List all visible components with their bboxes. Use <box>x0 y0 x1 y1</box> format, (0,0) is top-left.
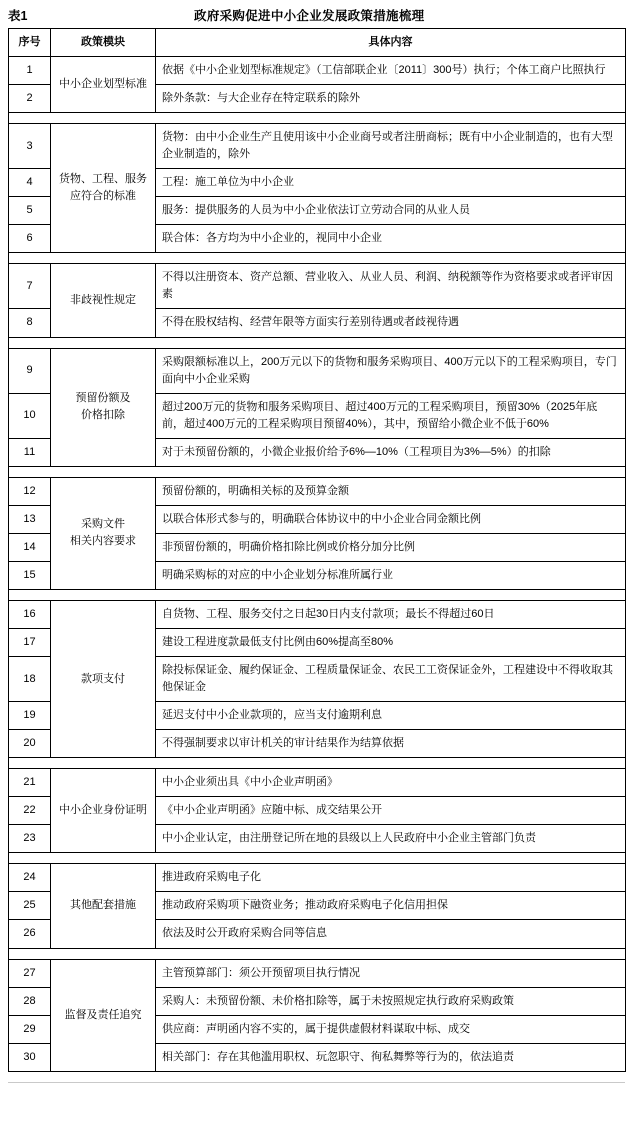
row-number: 10 <box>9 393 51 438</box>
group-separator <box>9 253 626 264</box>
row-number: 13 <box>9 505 51 533</box>
table-row <box>9 348 626 393</box>
group-separator <box>9 113 626 124</box>
group-separator-cell <box>9 466 626 477</box>
policy-detail: 采购限额标准以上，200万元以下的货物和服务采购项目、400万元以下的工程采购项目，专门面向中小企业采购 <box>156 348 626 393</box>
group-separator-cell <box>9 758 626 769</box>
table-body <box>9 57 626 1072</box>
table-row <box>9 769 626 797</box>
row-number: 9 <box>9 348 51 393</box>
policy-detail: 延迟支付中小企业款项的，应当支付逾期利息 <box>156 702 626 730</box>
policy-detail: 中小企业须出具《中小企业声明函》 <box>156 769 626 797</box>
column-header-module: 政策模块 <box>51 29 156 57</box>
row-number: 27 <box>9 959 51 987</box>
policy-detail: 不得以注册资本、资产总额、营业收入、从业人员、利润、纳税额等作为资格要求或者评审因素 <box>156 264 626 309</box>
row-number: 15 <box>9 561 51 589</box>
table-row <box>9 264 626 309</box>
policy-detail: 明确采购标的对应的中小企业划分标准所属行业 <box>156 561 626 589</box>
policy-detail: 建设工程进度款最低支付比例由60%提高至80% <box>156 628 626 656</box>
row-number: 1 <box>9 57 51 85</box>
policy-detail: 预留份额的，明确相关标的及预算金额 <box>156 477 626 505</box>
policy-detail: 服务：提供服务的人员为中小企业依法订立劳动合同的从业人员 <box>156 197 626 225</box>
row-number: 20 <box>9 730 51 758</box>
policy-detail: 自货物、工程、服务交付之日起30日内支付款项；最长不得超过60日 <box>156 600 626 628</box>
policy-module: 监督及责任追究 <box>51 959 156 1071</box>
group-separator <box>9 948 626 959</box>
group-separator <box>9 589 626 600</box>
policy-detail: 不得在股权结构、经营年限等方面实行差别待遇或者歧视待遇 <box>156 309 626 337</box>
policy-detail: 依据《中小企业划型标准规定》（工信部联企业〔2011〕300号）执行；个体工商户比照执行 <box>156 57 626 85</box>
table-row <box>9 124 626 169</box>
group-separator-cell <box>9 253 626 264</box>
policy-detail: 相关部门：存在其他滥用职权、玩忽职守、徇私舞弊等行为的，依法追责 <box>156 1043 626 1071</box>
group-separator-cell <box>9 948 626 959</box>
row-number: 25 <box>9 892 51 920</box>
table-row <box>9 477 626 505</box>
policy-module: 货物、工程、服务 应符合的标准 <box>51 124 156 253</box>
policy-detail: 供应商：声明函内容不实的，属于提供虚假材料谋取中标、成交 <box>156 1015 626 1043</box>
table-row <box>9 959 626 987</box>
policy-module: 中小企业身份证明 <box>51 769 156 853</box>
row-number: 4 <box>9 169 51 197</box>
group-separator-cell <box>9 589 626 600</box>
group-separator <box>9 337 626 348</box>
row-number: 23 <box>9 825 51 853</box>
row-number: 3 <box>9 124 51 169</box>
table-row <box>9 600 626 628</box>
group-separator-cell <box>9 337 626 348</box>
row-number: 19 <box>9 702 51 730</box>
group-separator <box>9 758 626 769</box>
policy-module: 其他配套措施 <box>51 864 156 948</box>
policy-detail: 以联合体形式参与的，明确联合体协议中的中小企业合同金额比例 <box>156 505 626 533</box>
document-header <box>0 0 633 28</box>
row-number: 18 <box>9 657 51 702</box>
group-separator <box>9 853 626 864</box>
page-footer-divider <box>8 1082 625 1097</box>
policy-table <box>8 28 626 1072</box>
row-number: 5 <box>9 197 51 225</box>
row-number: 12 <box>9 477 51 505</box>
policy-detail: 采购人：未预留份额、未价格扣除等，属于未按照规定执行政府采购政策 <box>156 987 626 1015</box>
group-separator-cell <box>9 113 626 124</box>
row-number: 2 <box>9 85 51 113</box>
table-row <box>9 864 626 892</box>
policy-detail: 非预留份额的，明确价格扣除比例或价格分加分比例 <box>156 533 626 561</box>
policy-module: 采购文件 相关内容要求 <box>51 477 156 589</box>
policy-detail: 依法及时公开政府采购合同等信息 <box>156 920 626 948</box>
group-separator <box>9 466 626 477</box>
policy-module: 款项支付 <box>51 600 156 757</box>
policy-detail: 除外条款：与大企业存在特定联系的除外 <box>156 85 626 113</box>
policy-detail: 推动政府采购项下融资业务；推动政府采购电子化信用担保 <box>156 892 626 920</box>
policy-module: 预留份额及 价格扣除 <box>51 348 156 466</box>
policy-detail: 中小企业认定，由注册登记所在地的县级以上人民政府中小企业主管部门负责 <box>156 825 626 853</box>
policy-detail: 除投标保证金、履约保证金、工程质量保证金、农民工工资保证金外，工程建设中不得收取其他保证金 <box>156 657 626 702</box>
table-label: 表1 <box>8 9 28 23</box>
policy-detail: 超过200万元的货物和服务采购项目、超过400万元的工程采购项目，预留30%（2025年底前，超过400万元的工程采购项目预留40%），其中，预留给小微企业不低于60% <box>156 393 626 438</box>
policy-detail: 推进政府采购电子化 <box>156 864 626 892</box>
row-number: 30 <box>9 1043 51 1071</box>
row-number: 26 <box>9 920 51 948</box>
policy-detail: 《中小企业声明函》应随中标、成交结果公开 <box>156 797 626 825</box>
row-number: 17 <box>9 628 51 656</box>
row-number: 7 <box>9 264 51 309</box>
policy-detail: 货物：由中小企业生产且使用该中小企业商号或者注册商标；既有中小企业制造的，也有大型企业制造的，除外 <box>156 124 626 169</box>
table-row <box>9 57 626 85</box>
policy-module: 中小企业划型标准 <box>51 57 156 113</box>
policy-detail: 工程：施工单位为中小企业 <box>156 169 626 197</box>
row-number: 6 <box>9 225 51 253</box>
group-separator-cell <box>9 853 626 864</box>
row-number: 11 <box>9 438 51 466</box>
row-number: 16 <box>9 600 51 628</box>
column-header-detail: 具体内容 <box>156 29 626 57</box>
row-number: 29 <box>9 1015 51 1043</box>
row-number: 28 <box>9 987 51 1015</box>
policy-detail: 主管预算部门：须公开预留项目执行情况 <box>156 959 626 987</box>
policy-detail: 不得强制要求以审计机关的审计结果作为结算依据 <box>156 730 626 758</box>
policy-module: 非歧视性规定 <box>51 264 156 337</box>
row-number: 22 <box>9 797 51 825</box>
column-header-no: 序号 <box>9 29 51 57</box>
page-title: 政府采购促进中小企业发展政策措施梳理 <box>194 9 425 23</box>
table-header-row <box>9 29 626 57</box>
row-number: 24 <box>9 864 51 892</box>
row-number: 21 <box>9 769 51 797</box>
row-number: 14 <box>9 533 51 561</box>
policy-detail: 联合体：各方均为中小企业的，视同中小企业 <box>156 225 626 253</box>
table-header <box>9 29 626 57</box>
row-number: 8 <box>9 309 51 337</box>
policy-detail: 对于未预留份额的，小微企业报价给予6%—10%（工程项目为3%—5%）的扣除 <box>156 438 626 466</box>
